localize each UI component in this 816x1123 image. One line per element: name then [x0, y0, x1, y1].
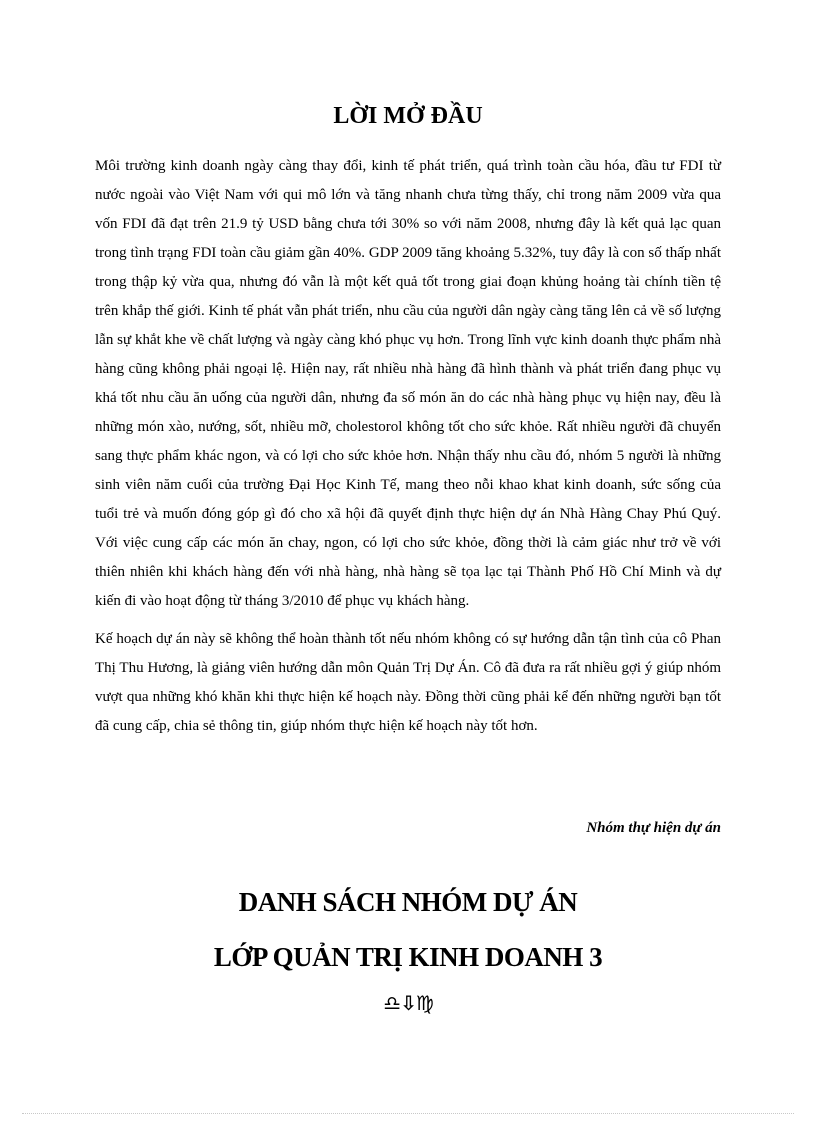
body-text — [95, 152, 721, 741]
paragraph-acknowledgement: Kế hoạch dự án này sẽ không thể hoàn thành tốt nếu nhóm không có sự hướng dẫn tận tình của cô Phan Thị Thu Hương, là giảng viên hướng dẫn môn Quản Trị Dự Án. Cô đã đưa ra rất nhiều gợi ý giúp nhóm vượt qua những khó khăn khi thực hiện kế hoạch này. Đồng thời cũng phải kể đến những người bạn tốt đã cung cấp, chia sẻ thông tin, giúp nhóm thực hiện kế hoạch này tốt hơn. — [95, 631, 721, 734]
ornament-divider: ♎⇩♍ — [383, 991, 433, 1015]
class-heading: LỚP QUẢN TRỊ KINH DOANH 3 — [213, 942, 603, 972]
page-bottom-rule — [22, 1113, 794, 1114]
page-title: LỜI MỞ ĐẦU — [333, 103, 483, 129]
paragraph-introduction: Môi trường kinh doanh ngày càng thay đổi, kinh tế phát triển, quá trình toàn cầu hóa, đầu tư FDI từ nước ngoài vào Việt Nam với qui mô lớn và tăng nhanh chưa từng thấy, chỉ trong năm 2009 vừa qua vốn FDI đã đạt trên 21.9 tỷ USD bằng chưa tới 30% so với năm 2008, nhưng đây là kết quả lạc quan trong tình trạng FDI toàn cầu giảm gần 40%. GDP 2009 tăng khoảng 5.32%, tuy đây là con số thấp nhất trong thập kỷ vừa qua, nhưng đó vẫn là một kết quả tốt trong giai đoạn khủng hoảng tài chính tiền tệ trên khắp thế giới. Kinh tế phát vẫn phát triển, nhu cầu của người dân ngày càng tăng lên cả về số lượng lẫn sự khắt khe về chất lượng và ngày càng khó phục vụ hơn. Trong lĩnh vực kinh doanh thực phẩm nhà hàng cũng không phải ngoại lệ. Hiện nay, rất nhiều nhà hàng đã hình thành và phát triển đang phục vụ khá tốt nhu cầu ăn uống của người dân, nhưng đa số món ăn do các nhà hàng phục vụ hiện nay, đều là những món xào, nướng, sốt, nhiều mỡ, cholestorol không tốt cho sức khỏe. Rất nhiều người đã chuyển sang thực phẩm khác ngon, và có lợi cho sức khỏe hơn. Nhận thấy nhu cầu đó, nhóm 5 người là những sinh viên năm cuối của trường Đại Học Kinh Tế, mang theo nỗi khao khat kinh doanh, sức sống của tuổi trẻ và muốn đóng góp gì đó cho xã hội đã quyết định thực hiện dự án Nhà Hàng Chay Phú Quý. Với việc cung cấp các món ăn chay, ngon, có lợi cho sức khỏe, đồng thời là cảm giác như trở về với thiên nhiên khi khách hàng đến với nhà hàng, nhà hàng sẽ tọa lạc tại Thành Phố Hồ Chí Minh và dự kiến đi vào hoạt động từ tháng 3/2010 để phục vụ khách hàng. — [95, 158, 721, 609]
project-group-heading: DANH SÁCH NHÓM DỰ ÁN — [238, 887, 578, 917]
signature: Nhóm thự hiện dự án — [586, 820, 721, 836]
